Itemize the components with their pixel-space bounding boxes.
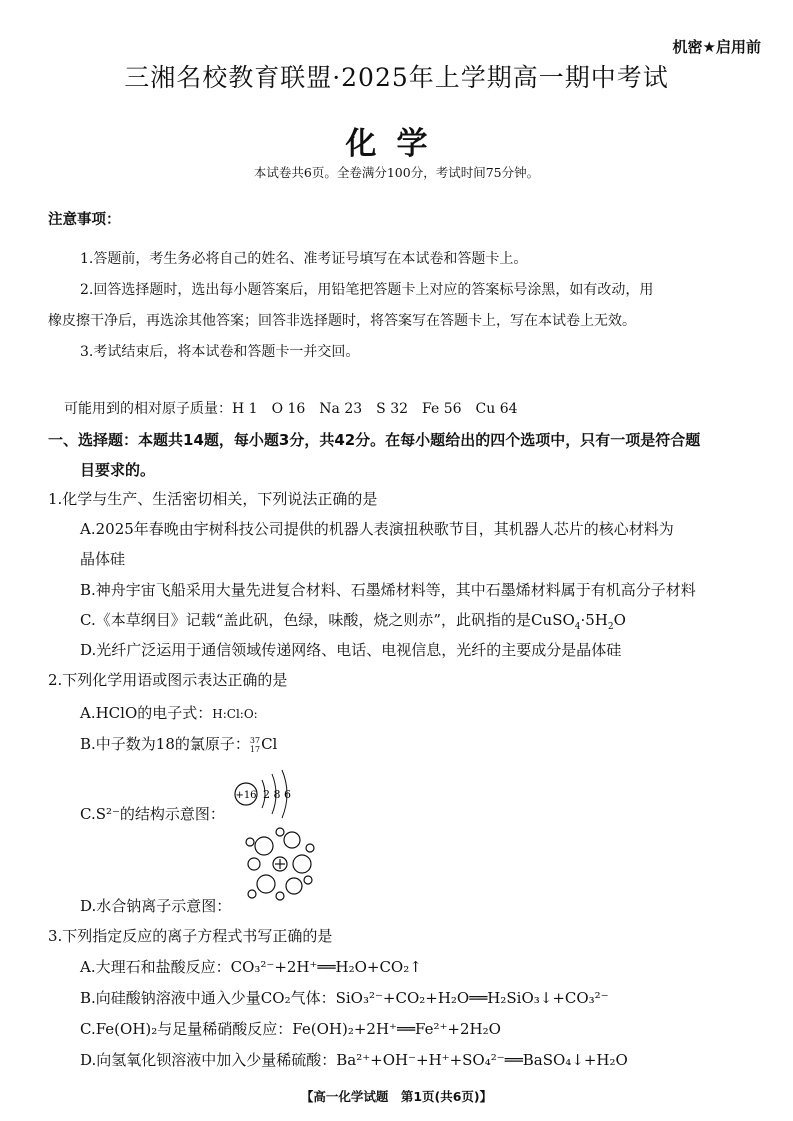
q1-option-b: B.神舟宇宙飞船采用大量先进复合材料、石墨烯材料等，其中石墨烯材料属于有机高分子材料 <box>80 581 696 599</box>
q2-option-c: C.S²⁻的结构示意图： <box>80 805 225 823</box>
q2-option-a <box>80 702 258 723</box>
q1-option-d: D.光纤广泛运用于通信领域传递网络、电话、电视信息，光纤的主要成分是晶体硅 <box>80 641 622 659</box>
q3-option-b: B.向硅酸钠溶液中通入少量CO₂气体：SiO₃²⁻+CO₂+H₂O══H₂SiO₃↓+CO₃²⁻ <box>80 989 609 1007</box>
notice-item-1: 1.答题前，考生务必将自己的姓名、准考证号填写在本试卷和答题卡上。 <box>80 251 528 267</box>
q2-stem: 2.下列化学用语或图示表达正确的是 <box>48 671 288 689</box>
q3-stem: 3.下列指定反应的离子方程式书写正确的是 <box>48 927 333 945</box>
atomic-mass-line: 可能用到的相对原子质量：H 1 O 16 Na 23 S 32 Fe 56 Cu 64 <box>64 401 518 417</box>
notice-item-2-cont: 橡皮擦干净后，再选涂其他答案；回答非选择题时，将答案写在答题卡上，写在本试卷上无效。 <box>48 313 636 329</box>
q1-c-sub1: 4 <box>574 622 581 632</box>
diagram-nucleus: +16 <box>235 790 257 801</box>
q3-option-c: C.Fe(OH)₂与足量稀硝酸反应：Fe(OH)₂+2H⁺══Fe²⁺+2H₂O <box>80 1020 501 1038</box>
q2-option-d: D.水合钠离子示意图： <box>80 897 232 915</box>
sulfur-ion-diagram <box>228 760 298 820</box>
q2-b-text: B.中子数为18的氯原子： <box>80 735 250 753</box>
hydrated-sodium-diagram <box>240 824 320 904</box>
q2-b-mass: 37 <box>249 736 261 745</box>
q1-c-text: C.《本草纲目》记载“盖此矾，色绿，味酸，烧之则赤”，此矾指的是CuSO <box>80 611 575 629</box>
diagram-shells: 2 8 6 <box>263 788 291 801</box>
q2-b-sym: Cl <box>261 735 278 753</box>
q1-option-c <box>80 609 626 632</box>
subject-title: 化学 <box>345 126 448 162</box>
exam-title: 三湘名校教育联盟·2025年上学期高一期中考试 <box>124 63 669 92</box>
section-heading-cont: 目要求的。 <box>80 461 156 479</box>
q1-c-mid: ·5H <box>580 611 608 629</box>
confidential-label: 机密★启用前 <box>672 38 761 56</box>
q1-stem: 1.化学与生产、生活密切相关，下列说法正确的是 <box>48 490 378 508</box>
page-footer: 【高一化学试题 第1页(共6页)】 <box>300 1089 493 1104</box>
q1-option-a-cont: 晶体硅 <box>80 550 126 568</box>
notice-item-2: 2.回答选择题时，选出每小题答案后，用铅笔把答题卡上对应的答案标号涂黑，如有改动，用 <box>80 282 654 298</box>
q2-option-b <box>80 733 277 754</box>
q1-option-a: A.2025年春晚由宇树科技公司提供的机器人表演扭秧歌节目，其机器人芯片的核心材料为 <box>80 520 674 538</box>
q2-a-text: A.HClO的电子式： <box>80 704 213 722</box>
exam-intro: 本试卷共6页。全卷满分100分，考试时间75分钟。 <box>253 165 540 180</box>
q3-option-d: D.向氢氧化钡溶液中加入少量稀硫酸：Ba²⁺+OH⁻+H⁺+SO₄²⁻══BaSO₄↓+H₂O <box>80 1051 628 1069</box>
notice-title: 注意事项： <box>48 212 121 228</box>
notice-item-3: 3.考试结束后，将本试卷和答题卡一并交回。 <box>80 344 360 360</box>
q2-a-formula: H:Cl:O: <box>212 707 258 721</box>
section-heading: 一、选择题：本题共14题，每小题3分，共42分。在每小题给出的四个选项中，只有一项是符合题 <box>48 431 701 449</box>
q1-c-end: O <box>613 611 626 629</box>
q2-b-z: 17 <box>249 745 261 754</box>
q3-option-a: A.大理石和盐酸反应：CO₃²⁻+2H⁺══H₂O+CO₂↑ <box>80 958 422 976</box>
q1-c-sub2: 2 <box>607 622 614 632</box>
